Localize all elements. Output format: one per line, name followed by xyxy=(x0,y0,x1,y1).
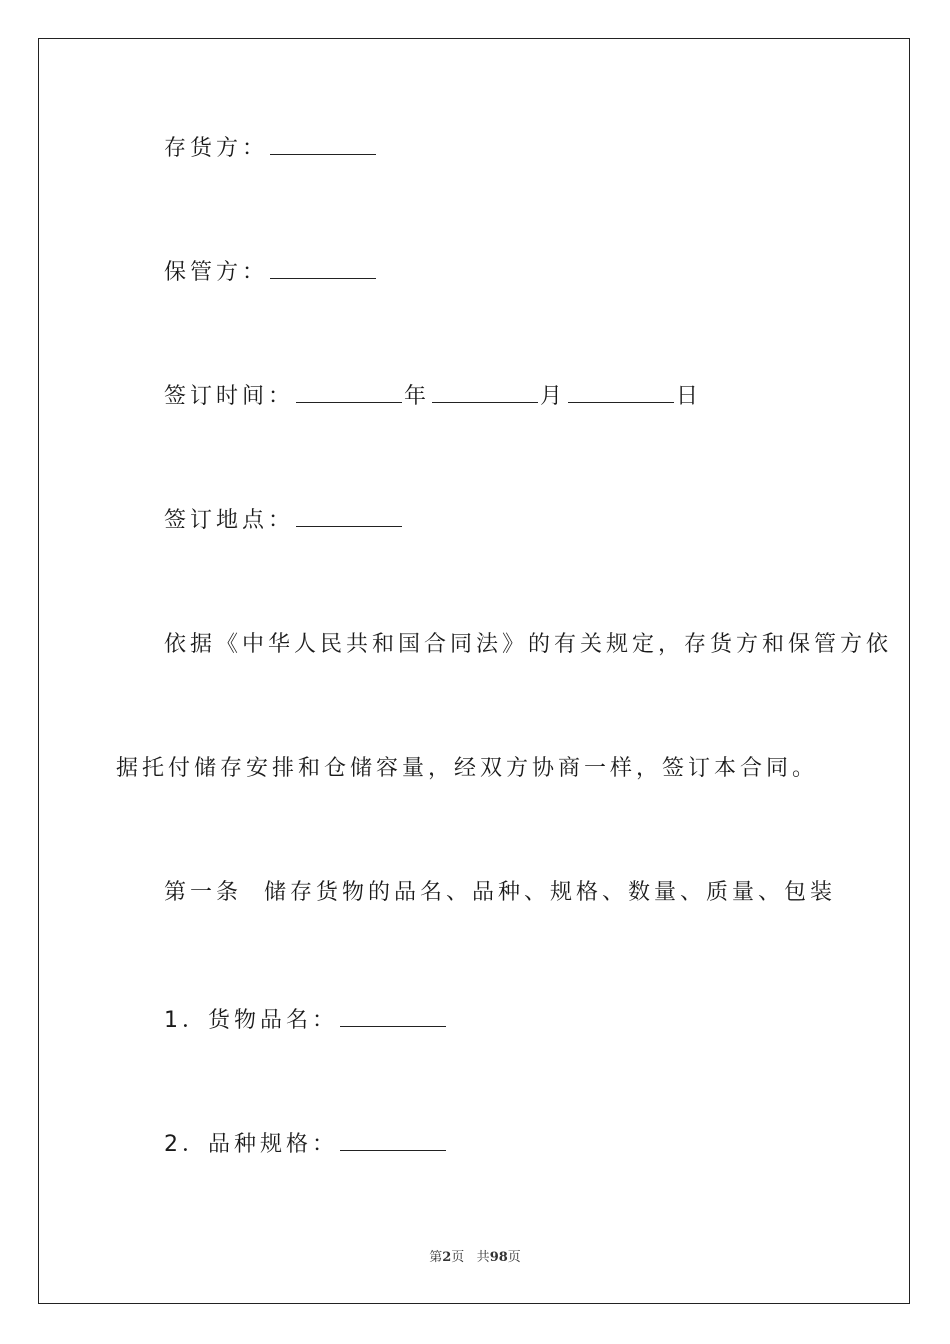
item-1-label: 1．货物品名： xyxy=(164,1008,338,1033)
total-prefix: 共 xyxy=(476,1250,490,1265)
page-suffix: 页 xyxy=(451,1250,465,1265)
item-2-blank xyxy=(340,1130,446,1151)
sign-place-label: 签订地点： xyxy=(164,508,295,533)
depositor-blank xyxy=(270,134,376,155)
item-1-line xyxy=(164,1006,448,1036)
sign-place-line xyxy=(164,506,404,536)
item-2-label: 2．品种规格： xyxy=(164,1132,338,1157)
custodian-label: 保管方： xyxy=(164,260,269,285)
year-label: 年 xyxy=(404,384,431,409)
page-prefix: 第 xyxy=(429,1250,443,1265)
article-1-heading: 第一条 储存货物的品名、品种、规格、数量、质量、包装 xyxy=(164,880,836,905)
sign-time-line xyxy=(164,382,702,412)
sign-time-label: 签订时间： xyxy=(164,384,295,409)
paragraph-line-1: 依据《中华人民共和国合同法》的有关规定，存货方和保管方依 xyxy=(164,632,893,657)
paragraph-line-2: 据托付储存安排和仓储容量，经双方协商一样，签订本合同。 xyxy=(116,756,819,781)
item-1-blank xyxy=(340,1006,446,1027)
depositor-line xyxy=(164,134,378,164)
day-label: 日 xyxy=(676,384,703,409)
page-border xyxy=(38,38,910,1304)
total-suffix: 页 xyxy=(507,1250,521,1265)
custodian-line xyxy=(164,258,378,288)
year-blank xyxy=(296,382,402,403)
page-footer xyxy=(0,1246,950,1265)
day-blank xyxy=(568,382,674,403)
total-pages: 98 xyxy=(489,1250,508,1265)
custodian-blank xyxy=(270,258,376,279)
month-blank xyxy=(432,382,538,403)
depositor-label: 存货方： xyxy=(164,136,269,161)
item-2-line xyxy=(164,1130,448,1160)
sign-place-blank xyxy=(296,506,402,527)
page-number: 2 xyxy=(442,1250,452,1265)
month-label: 月 xyxy=(540,384,567,409)
